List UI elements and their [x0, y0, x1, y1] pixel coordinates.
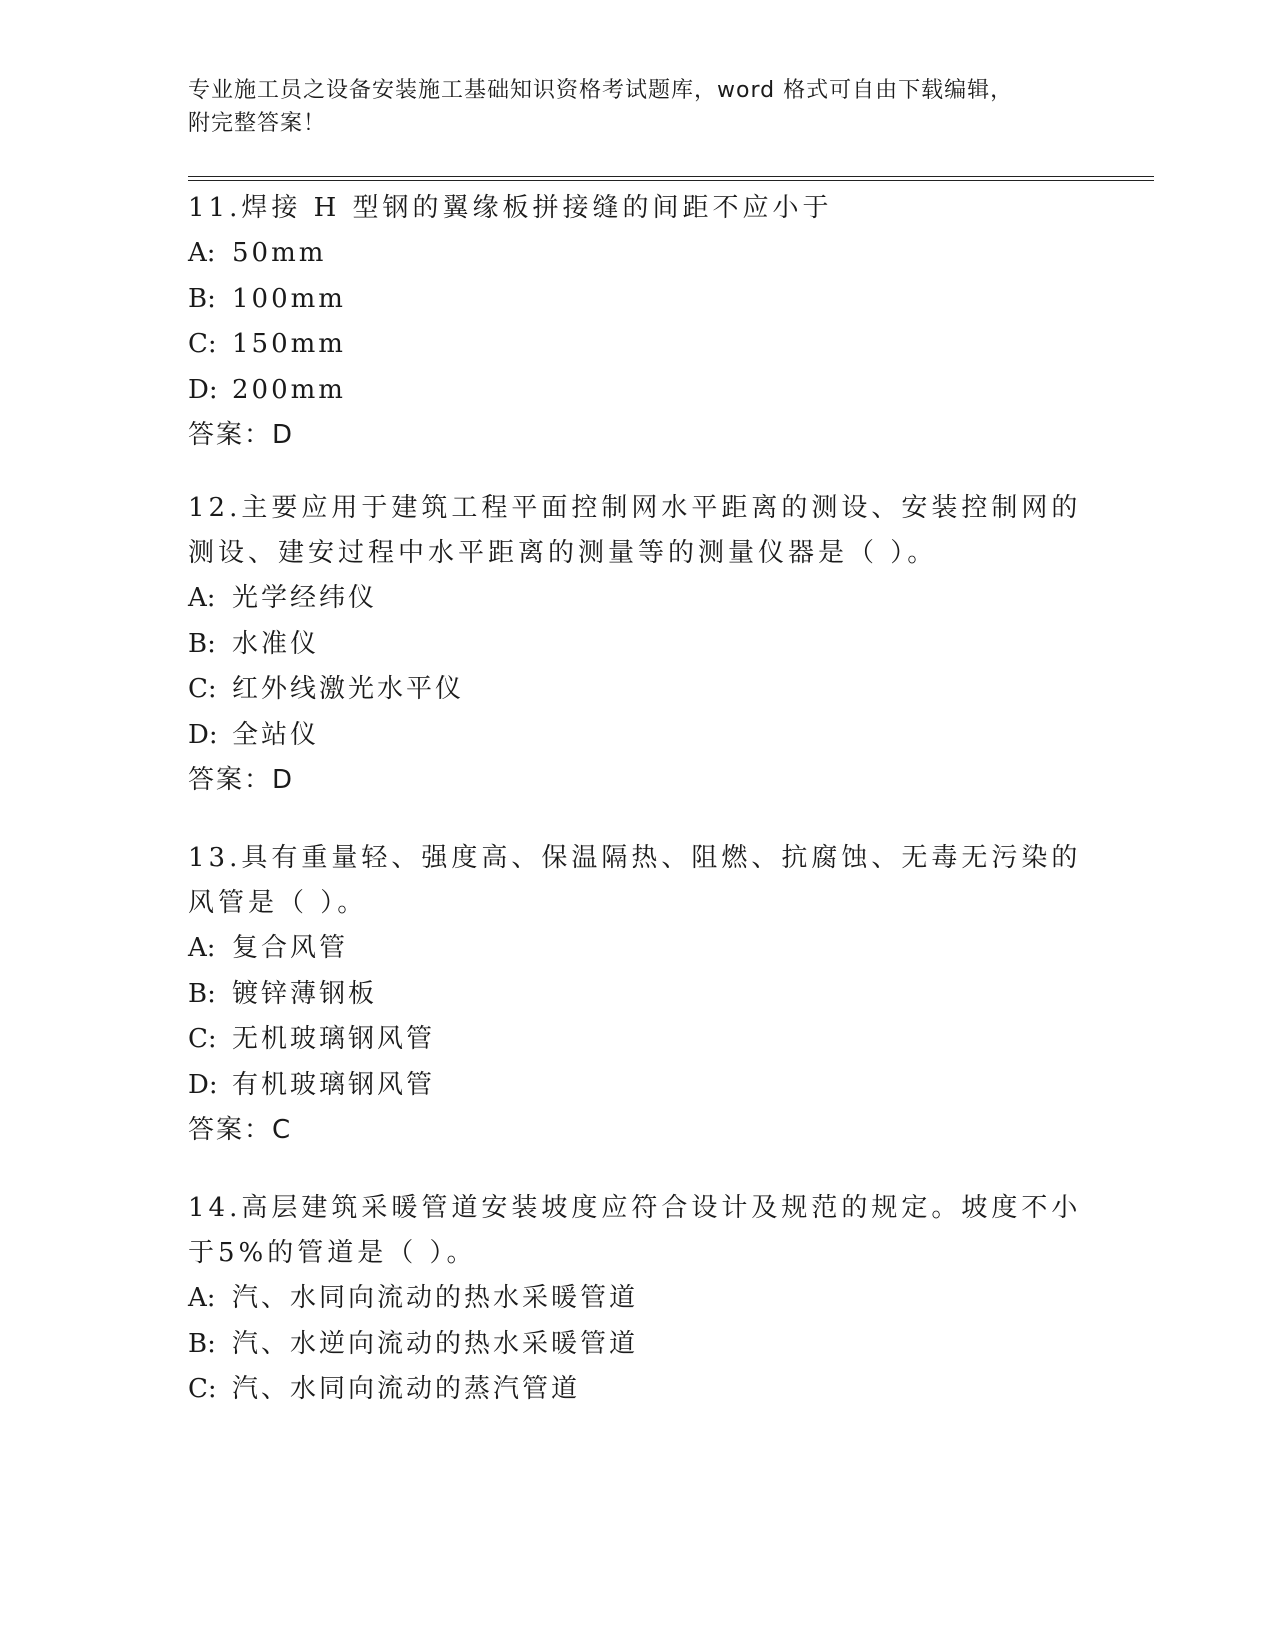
- option-letter: B:: [188, 1328, 216, 1359]
- option-letter: C:: [188, 1374, 217, 1404]
- option-text: 150mm: [232, 329, 346, 359]
- option-letter: D:: [188, 1069, 218, 1100]
- option-letter: A:: [188, 933, 216, 963]
- option-text: 红外线激光水平仪: [232, 674, 465, 704]
- option-text: 光学经纬仪: [232, 583, 378, 613]
- option-text: 200mm: [232, 374, 346, 405]
- header-line-2: 附完整答案！: [188, 111, 327, 136]
- option-letter: A:: [188, 1283, 216, 1313]
- option-c: [188, 322, 1088, 368]
- option-letter: B:: [188, 628, 216, 659]
- option-letter: D:: [188, 719, 218, 750]
- option-letter: B:: [188, 978, 216, 1009]
- answer: 答案：D: [188, 765, 295, 795]
- option-d: [188, 368, 1088, 414]
- document-header: [188, 74, 1068, 140]
- option-letter: D:: [188, 374, 218, 405]
- option-letter: A:: [188, 238, 216, 268]
- option-text: 无机玻璃钢风管: [232, 1024, 436, 1054]
- option-text: 镀锌薄钢板: [232, 978, 378, 1009]
- option-letter: B:: [188, 283, 216, 314]
- question-stem: 14.高层建筑采暖管道安装坡度应符合设计及规范的规定。坡度不小于5%的管道是（ ）。: [188, 1193, 1082, 1268]
- option-a: [188, 231, 1088, 277]
- question-12: [188, 486, 1088, 803]
- question-stem: 13.具有重量轻、强度高、保温隔热、阻燃、抗腐蚀、无毒无污染的风管是（ ）。: [188, 843, 1082, 918]
- option-text: 汽、水同向流动的热水采暖管道: [232, 1283, 639, 1313]
- option-letter: C:: [188, 1024, 217, 1054]
- option-c: [188, 667, 1088, 713]
- option-letter: C:: [188, 329, 217, 359]
- question-stem: 12.主要应用于建筑工程平面控制网水平距离的测设、安装控制网的测设、建安过程中水平距离的测量等的测量仪器是（ ）。: [188, 493, 1082, 568]
- option-b: [188, 277, 1088, 323]
- option-b: [188, 622, 1088, 668]
- option-letter: A:: [188, 583, 216, 613]
- option-text: 汽、水逆向流动的热水采暖管道: [232, 1328, 639, 1359]
- option-text: 100mm: [232, 283, 346, 314]
- question-11: [188, 186, 1088, 458]
- question-14: [188, 1186, 1088, 1413]
- option-a: [188, 926, 1088, 972]
- option-a: [188, 1276, 1088, 1322]
- option-b: [188, 1322, 1088, 1368]
- option-letter: C:: [188, 674, 217, 704]
- option-text: 汽、水同向流动的蒸汽管道: [232, 1374, 581, 1404]
- header-line-1: 专业施工员之设备安装施工基础知识资格考试题库，word 格式可自由下载编辑，: [188, 78, 1014, 103]
- question-stem: 11.焊接 H 型钢的翼缘板拼接缝的间距不应小于: [188, 193, 833, 223]
- option-a: [188, 576, 1088, 622]
- option-text: 全站仪: [232, 719, 320, 750]
- option-text: 水准仪: [232, 628, 320, 659]
- option-d: [188, 1063, 1088, 1109]
- option-text: 复合风管: [232, 933, 349, 963]
- option-c: [188, 1367, 1088, 1413]
- answer: 答案：C: [188, 1115, 293, 1145]
- answer: 答案：D: [188, 420, 295, 450]
- option-d: [188, 713, 1088, 759]
- option-b: [188, 972, 1088, 1018]
- option-text: 50mm: [232, 238, 327, 268]
- option-c: [188, 1017, 1088, 1063]
- header-divider: [188, 176, 1154, 181]
- question-13: [188, 836, 1088, 1153]
- option-text: 有机玻璃钢风管: [232, 1069, 436, 1100]
